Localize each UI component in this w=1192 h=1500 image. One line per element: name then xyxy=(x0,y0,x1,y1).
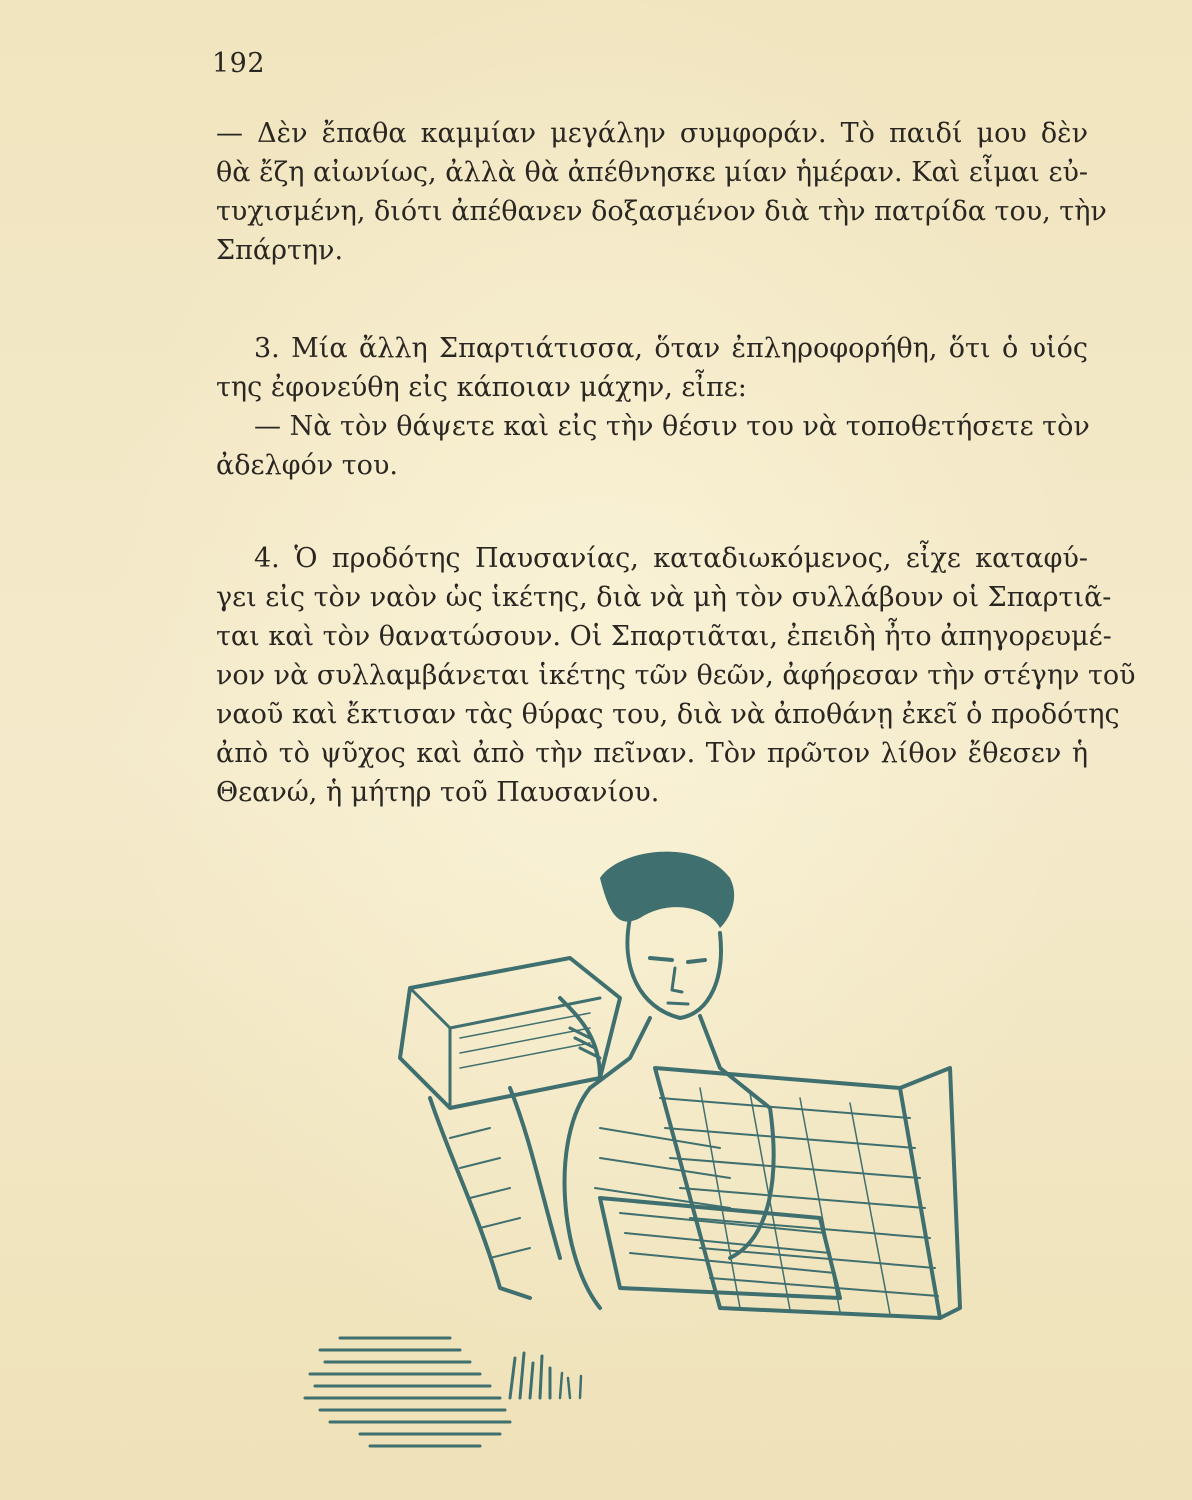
text-line: γει εἰς τὸν ναὸν ὡς ἱκέτης, διὰ νὰ μὴ τὸν συλλάβουν οἱ Σπαρτιᾶ- xyxy=(216,582,1112,613)
text-line: θὰ ἔζη αἰωνίως, ἀλλὰ θὰ ἀπέθνησκε μίαν ἡμέραν. Καὶ εἶμαι εὐ- xyxy=(216,157,1088,188)
ground-hatching xyxy=(305,1338,510,1446)
illustration-woman-carrying-stone xyxy=(300,838,980,1478)
stone-wall xyxy=(600,1068,960,1318)
text-line: — Νὰ τὸν θάψετε καὶ εἰς τὴν θέσιν του νὰ τοποθετήσετε τὸν xyxy=(254,411,1090,442)
text-line: της ἐφονεύθη εἰς κάποιαν μάχην, εἶπε: xyxy=(216,372,747,403)
text-line: Θεανώ, ἡ μήτηρ τοῦ Παυσανίου. xyxy=(216,777,660,808)
paragraph-pausanias xyxy=(216,539,1136,812)
text-line: 4. Ὁ προδότης Παυσανίας, καταδιωκόμενος, εἶχε καταφύ- xyxy=(254,543,1088,574)
paragraph-mother-reply xyxy=(216,114,1107,270)
text-line: ἀπὸ τὸ ψῦχος καὶ ἀπὸ τὴν πεῖναν. Τὸν πρῶτον λίθον ἔθεσεν ἡ xyxy=(216,738,1088,769)
text-line: ἀδελφόν του. xyxy=(216,450,398,481)
text-line: 3. Μία ἄλλη Σπαρτιάτισσα, ὅταν ἐπληροφορήθη, ὅτι ὁ υἱός xyxy=(254,333,1088,364)
page-number: 192 xyxy=(212,48,266,79)
text-line: ται καὶ τὸν θανατώσουν. Οἱ Σπαρτιᾶται, ἐπειδὴ ἦτο ἀπηγορευμέ- xyxy=(216,621,1112,652)
paragraph-another-spartan-woman xyxy=(216,329,1088,485)
text-line: νον νὰ συλλαμβάνεται ἱκέτης τῶν θεῶν, ἀφήρεσαν τὴν στέγην τοῦ xyxy=(216,660,1136,691)
woman-figure xyxy=(400,852,774,1398)
text-line: τυχισμένη, διότι ἀπέθανεν δοξασμένον διὰ τὴν πατρίδα του, τὴν xyxy=(216,196,1107,227)
text-line: — Δὲν ἔπαθα καμμίαν μεγάλην συμφοράν. Τὸ παιδί μου δὲν xyxy=(216,118,1088,149)
text-line: Σπάρτην. xyxy=(216,235,344,266)
text-line: ναοῦ καὶ ἔκτισαν τὰς θύρας του, διὰ νὰ ἀποθάνῃ ἐκεῖ ὁ προδότης xyxy=(216,699,1120,730)
